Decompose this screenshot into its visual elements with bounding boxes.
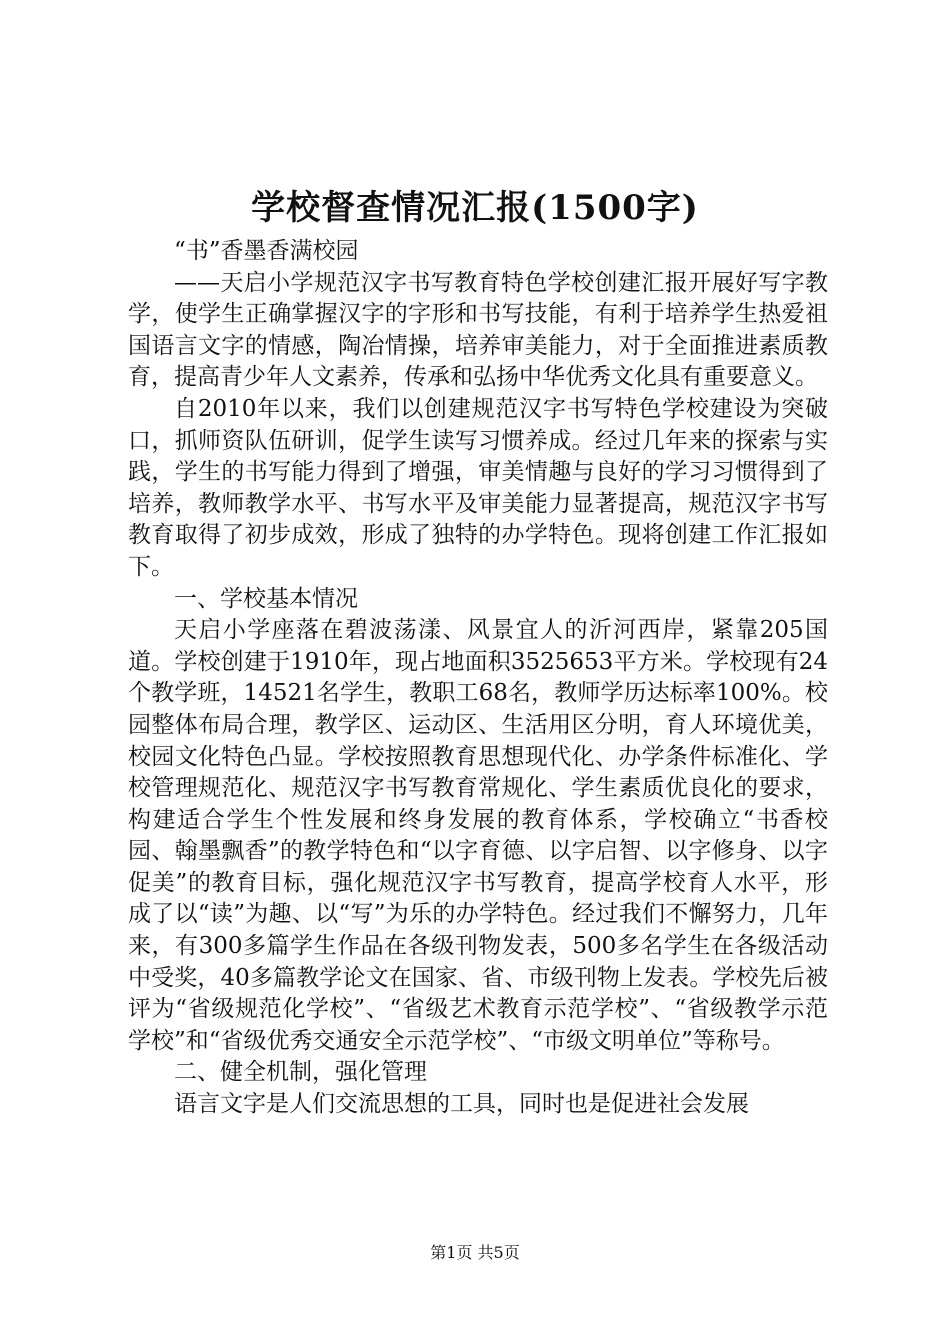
subtitle-paragraph: “书”香墨香满校园	[174, 238, 359, 264]
page-footer: 第1页 共5页	[430, 1243, 520, 1262]
intro-paragraph: ——天启小学规范汉字书写教育特色学校创建汇报开展好写字教学，使学生正确掌握汉字的字形和书写技能，有利于培养学生热爱祖国语言文字的情感，陶冶情操，培养审美能力，对于全面推进素质教育，提高青少年人文素养，传承和弘扬中华优秀文化具有重要意义。	[128, 269, 828, 391]
document-body	[128, 236, 828, 1121]
document-title: 学校督查情况汇报(1500字)	[251, 188, 699, 228]
section-heading-1: 一、学校基本情况	[174, 585, 358, 612]
overview-paragraph: 自2010年以来，我们以创建规范汉字书写特色学校建设为突破口，抓师资队伍研训，促学生读写习惯养成。经过几年来的探索与实践，学生的书写能力得到了增强，审美情趣与良好的学习习惯得到了培养，教师教学水平、书写水平及审美能力显著提高，规范汉字书写教育取得了初步成效，形成了独特的办学特色。现将创建工作汇报如下。	[128, 395, 828, 580]
section-heading-2: 二、健全机制，强化管理	[174, 1059, 427, 1086]
school-info-paragraph: 天启小学座落在碧波荡漾、风景宜人的沂河西岸，紧靠205国道。学校创建于1910年，现占地面积3525653平方米。学校现有24个教学班，14521名学生，教职工68名，教师学历达标率100%。校园整体布局合理，教学区、运动区、生活用区分明，育人环境优美，校园文化特色凸显。学校按照教育思想现代化、办学条件标准化、学校管理规范化、规范汉字书写教育常规化、学生素质优良化的要求，构建适合学生个性发展和终身发展的教育体系，学校确立“书香校园、翰墨飘香”的教学特色和“以字育德、以字启智、以字修身、以字促美”的教育目标，强化规范汉字书写教育，提高学校育人水平，形成了以“读”为趣、以“写”为乐的办学特色。经过我们不懈努力，几年来，有300多篇学生作品在各级刊物发表，500多名学生在各级活动中受奖，40多篇教学论文在国家、省、市级刊物上发表。学校先后被评为“省级规范化学校”、“省级艺术教育示范学校”、“省级教学示范学校”和“省级优秀交通安全示范学校”、“市级文明单位”等称号。	[128, 617, 828, 1054]
section-2-paragraph: 语言文字是人们交流思想的工具，同时也是促进社会发展	[174, 1091, 749, 1118]
